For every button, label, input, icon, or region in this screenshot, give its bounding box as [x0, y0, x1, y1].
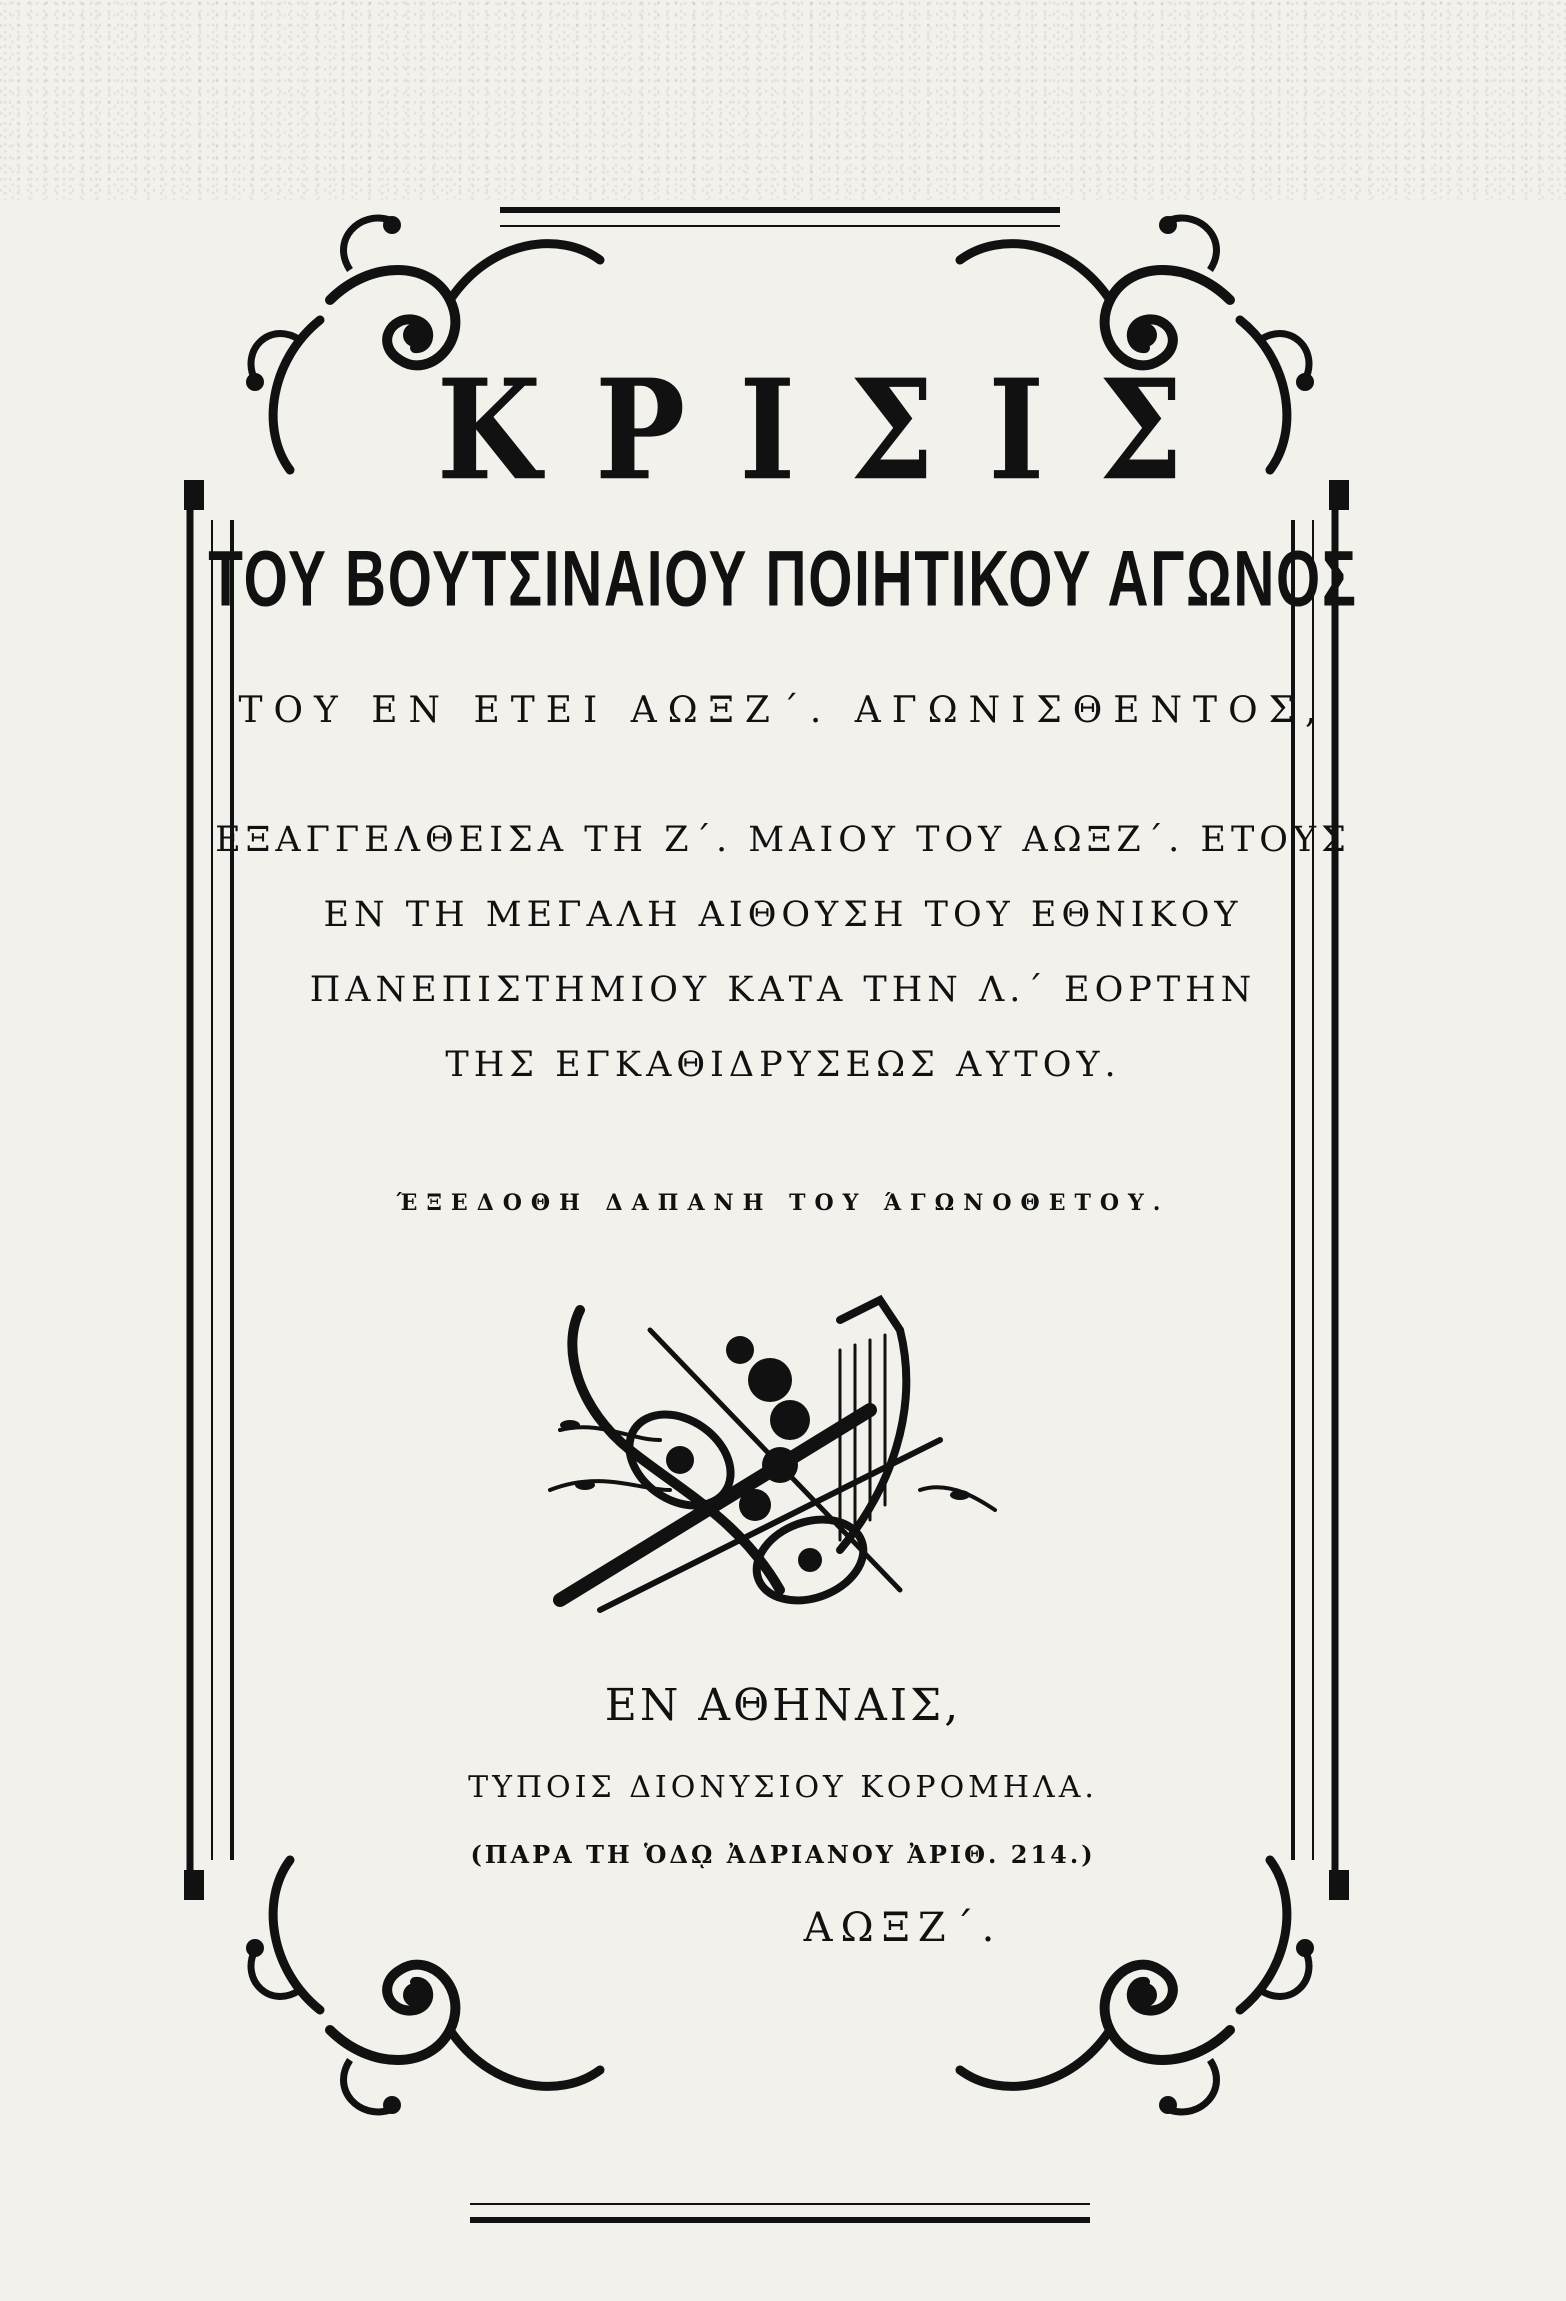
announcement-line: ΠΑΝΕΠΙΣΤΗΜΙΟΥ ΚΑΤΑ ΤΗΝ Λ.΄ ΕΟΡΤΗΝ [309, 970, 1257, 1010]
announcement-line: ΕΞΑΓΓΕΛΘΕΙΣΑ ΤΗ Ζ΄. ΜΑΙΟΥ ΤΟΥ ΑΩΞΖ΄. ΕΤΟΥΣ [215, 820, 1351, 860]
subtitle-year: ΤΟΥ ΕΝ ΕΤΕΙ ΑΩΞΖ΄. ΑΓΩΝΙΣΘΕΝΤΟΣ, [238, 690, 1328, 731]
subtitle: ΤΟΥ ΒΟΥΤΣΙΝΑΙΟΥ ΠΟΙΗΤΙΚΟΥ ΑΓΩΝΟΣ [208, 533, 1358, 623]
imprint-place: ΕΝ ΑΘΗΝΑΙΣ, [604, 1680, 962, 1731]
announcement-line: ΕΝ ΤΗ ΜΕΓΑΛΗ ΑΙΘΟΥΣΗ ΤΟΥ ΕΘΝΙΚΟΥ [323, 895, 1243, 935]
announcement-line: ΤΗΣ ΕΓΚΑΘΙΔΡΥΣΕΩΣ ΑΥΤΟΥ. [445, 1045, 1121, 1085]
page-title: ΚΡΙΣΙΣ [436, 349, 1238, 512]
musical-instruments-vignette-icon [540, 1290, 1000, 1620]
edition-note: ΈΞΕΔΟΘΗ ΔΑΠΑΝΗ ΤΟΥ ΆΓΩΝΟΘΕΤΟΥ. [396, 1190, 1170, 1216]
imprint-printer: ΤΥΠΟΙΣ ΔΙΟΝΥΣΙΟΥ ΚΟΡΟΜΗΛΑ. [468, 1770, 1098, 1805]
imprint-year: ΑΩΞΖ΄. [803, 1905, 1003, 1951]
imprint-address: (ΠΑΡΑ ΤΗ ὉΔῼ ἈΔΡΙΑΝΟΥ ἈΡΙΘ. 214.) [470, 1840, 1096, 1869]
